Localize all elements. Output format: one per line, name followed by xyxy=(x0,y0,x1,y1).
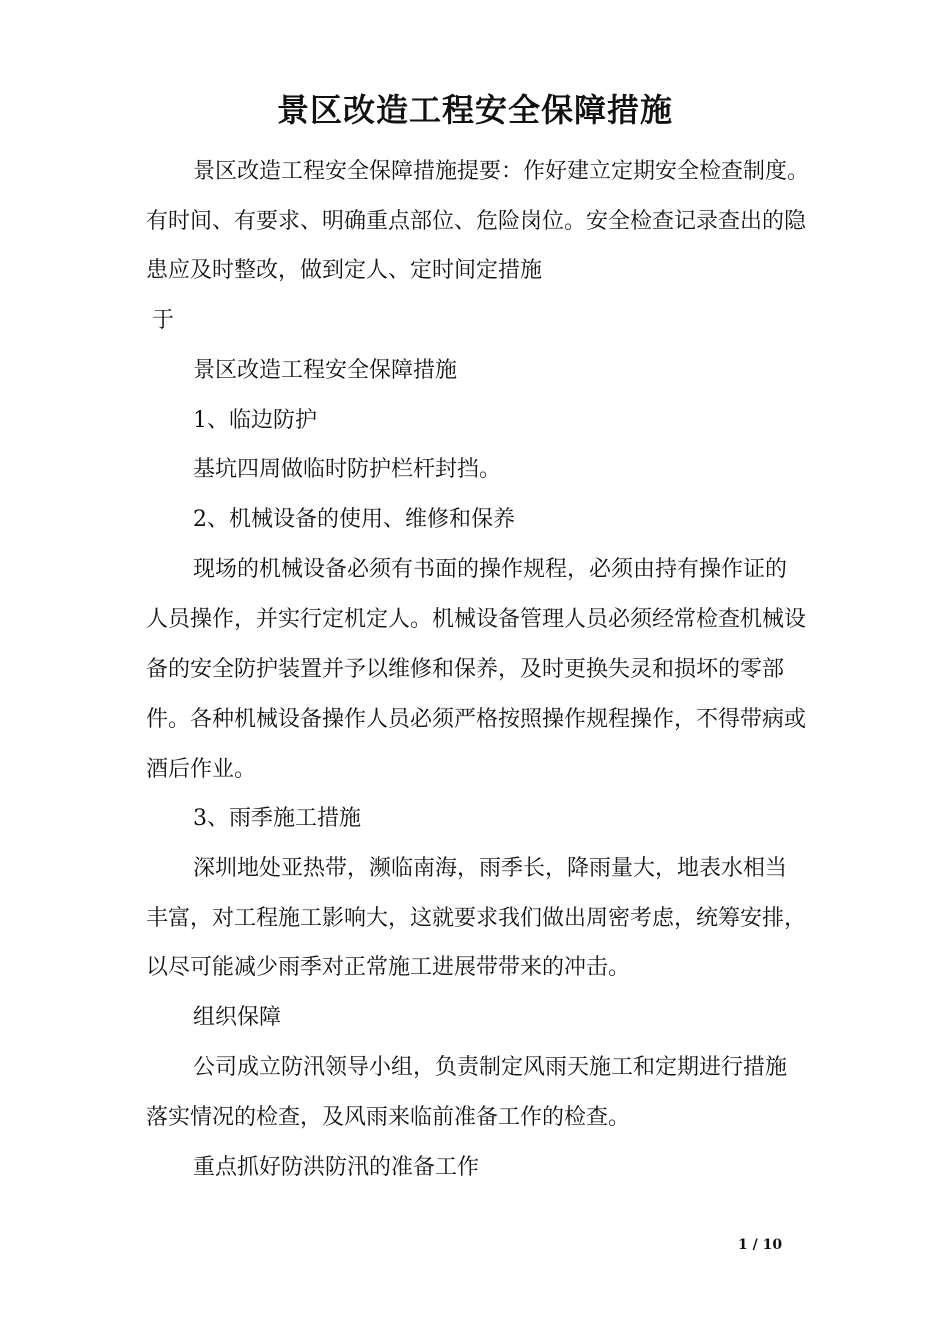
summary-line-2: 有时间、有要求、明确重点部位、危险岗位。安全检查记录查出的隐 xyxy=(146,209,807,234)
rainy-line-3: 以尽可能减少雨季对正常施工进展带带来的冲击。 xyxy=(146,955,631,980)
rainy-line-2: 丰富，对工程施工影响大，这就要求我们做出周密考虑，统筹安排， xyxy=(146,906,807,931)
document-title: 景区改造工程安全保障措施 xyxy=(276,91,673,129)
organization-line-1: 公司成立防汛领导小组，负责制定风雨天施工和定期进行措施 xyxy=(193,1055,788,1080)
summary-line-3: 患应及时整改，做到定人、定时间定措施 xyxy=(146,258,543,283)
rainy-line-1: 深圳地处亚热带，濒临南海，雨季长，降雨量大，地表水相当 xyxy=(193,856,788,881)
machinery-line-2: 人员操作，并实行定机定人。机械设备管理人员必须经常检查机械设 xyxy=(146,607,807,632)
summary-line-1: 景区改造工程安全保障措施提要：作好建立定期安全检查制度。 xyxy=(193,159,810,184)
machinery-line-4: 件。各种机械设备操作人员必须严格按照操作规程操作，不得带病或 xyxy=(146,707,807,732)
organization-line-2: 落实情况的检查，及风雨来临前准备工作的检查。 xyxy=(146,1105,631,1130)
flood-prep-line: 重点抓好防洪防汛的准备工作 xyxy=(193,1155,480,1180)
page-number: 1 / 10 xyxy=(738,1237,783,1253)
heading-organization: 组织保障 xyxy=(193,1005,282,1030)
stray-character: 于 xyxy=(152,308,175,333)
machinery-line-5: 酒后作业。 xyxy=(146,757,257,782)
heading-machinery: 2、机械设备的使用、维修和保养 xyxy=(193,507,515,532)
section-heading: 景区改造工程安全保障措施 xyxy=(193,358,458,383)
machinery-line-3: 备的安全防护装置并予以维修和保养，及时更换失灵和损坏的零部 xyxy=(146,657,785,682)
heading-rainy-season: 3、雨季施工措施 xyxy=(193,806,361,831)
paragraph-edge-protection: 基坑四周做临时防护栏杆封挡。 xyxy=(193,457,502,482)
heading-edge-protection: 1、临边防护 xyxy=(193,408,317,433)
machinery-line-1: 现场的机械设备必须有书面的操作规程，必须由持有操作证的 xyxy=(193,557,788,582)
